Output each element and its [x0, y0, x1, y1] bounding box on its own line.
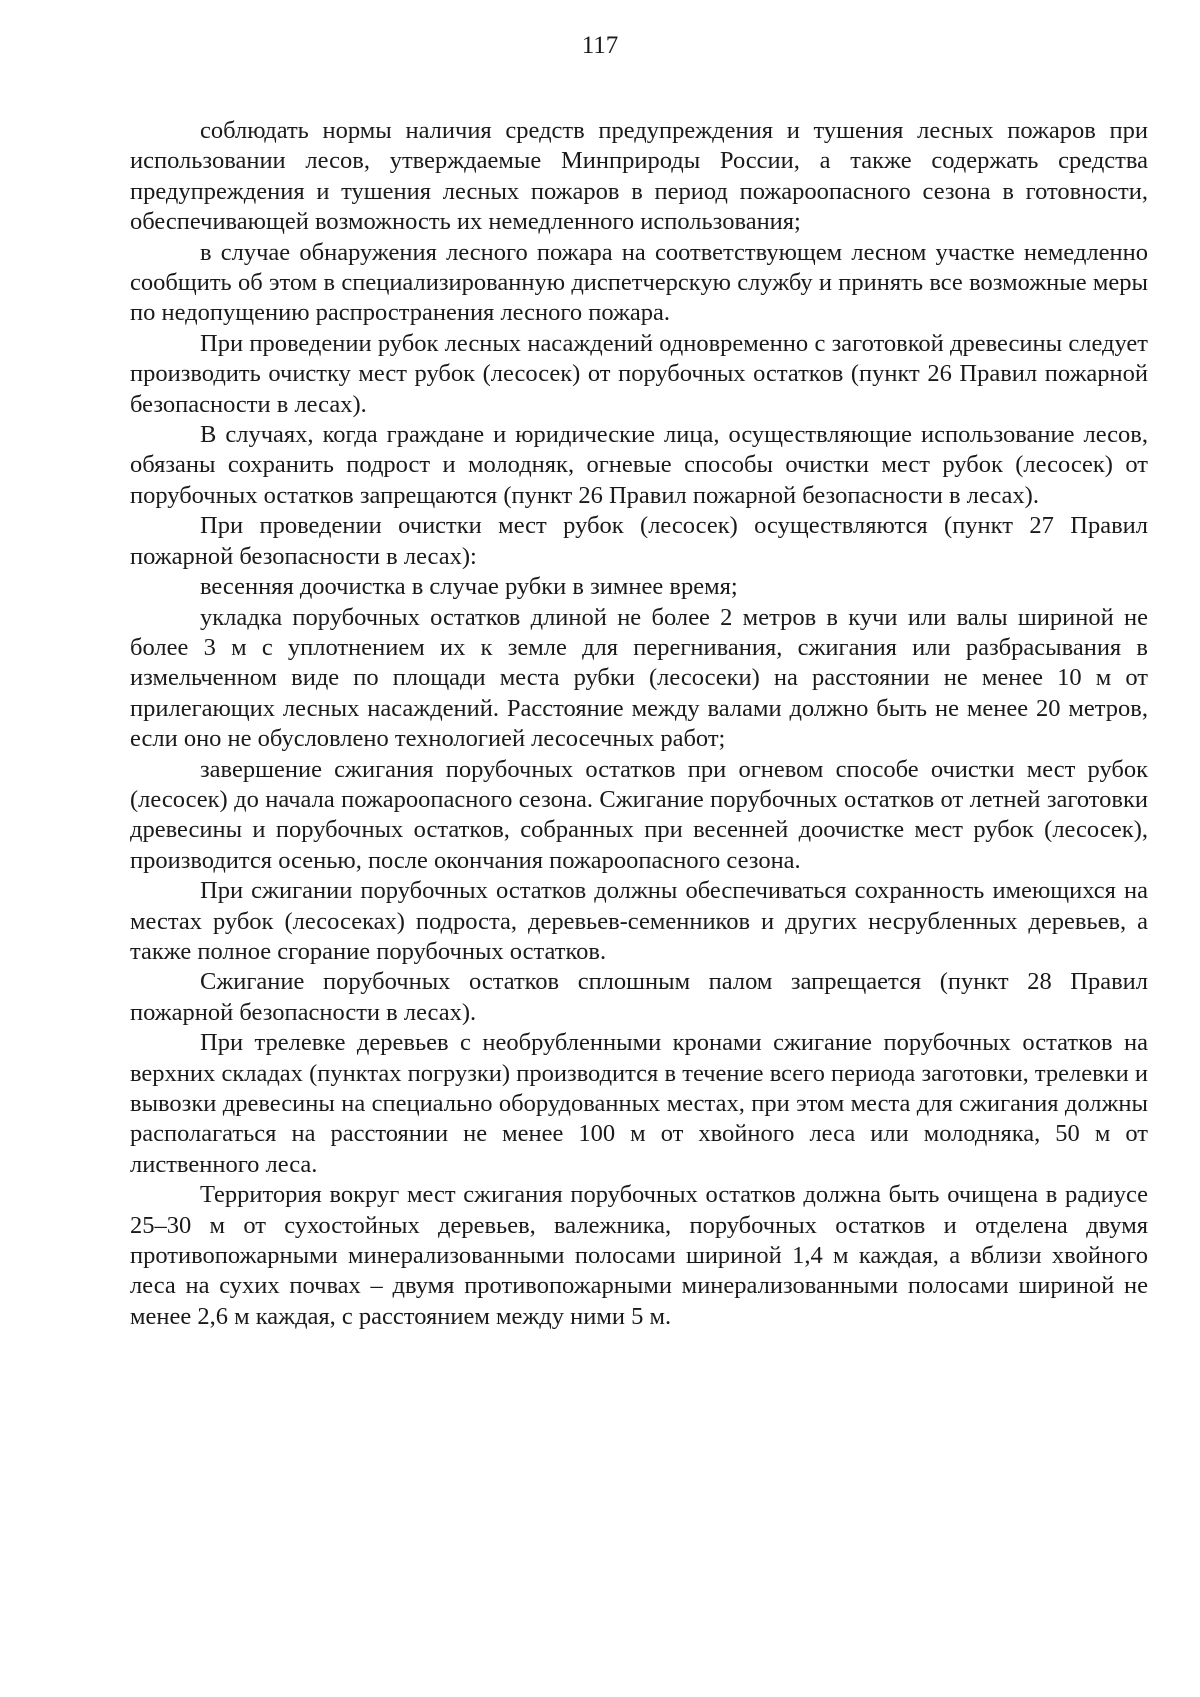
paragraph: При трелевке деревьев с необрубленными кронами сжигание порубочных остатков на верхних складах (пунктах погрузки) производится в течение всего периода заготовки, трелевки и вывозки древесины на специально оборудованных местах, при этом места для сжигания должны располагаться на расстоянии не менее 100 м от хвойного леса или молодняка, 50 м от лиственного леса. [130, 1029, 1148, 1178]
list-item: весенняя доочистка в случае рубки в зимнее время; [200, 573, 738, 601]
paragraph: При сжигании порубочных остатков должны обеспечиваться сохранность имеющихся на местах рубок (лесосеках) подроста, деревьев-семенников и других несрубленных деревьев, а также полное сгорание порубочных остатков. [130, 877, 1148, 965]
list-item: завершение сжигания порубочных остатков при огневом способе очистки мест рубок (лесосек) до начала пожароопасного сезона. Сжигание порубочных остатков от летней заготовки древесины и порубочных остатков, собранных при весенней доочистке мест рубок (лесосек), производится осенью, после окончания пожароопасного сезона. [130, 755, 1148, 874]
paragraph: При проведении очистки мест рубок (лесосек) осуществляются (пункт 27 Правил пожарной безопасности в лесах): [130, 512, 1148, 570]
paragraph: в случае обнаружения лесного пожара на соответствующем лесном участке немедленно сообщить об этом в специализированную диспетчерскую службу и принять все возможные меры по недопущению распространения лесного пожара. [130, 238, 1148, 327]
page-number: 117 [581, 32, 619, 59]
paragraph: Сжигание порубочных остатков сплошным палом запрещается (пункт 28 Правил пожарной безопасности в лесах). [130, 968, 1148, 1026]
paragraph: В случаях, когда граждане и юридические лица, осуществляющие использование лесов, обязаны сохранить подрост и молодняк, огневые способы очистки мест рубок (лесосек) от порубочных остатков запрещаются (пункт 26 Правил пожарной безопасности в лесах). [130, 421, 1148, 509]
list-item: укладка порубочных остатков длиной не более 2 метров в кучи или валы шириной не более 3 м с уплотнением их к земле для перегнивания, сжигания или разбрасывания в измельченном виде по площади места рубки (лесосеки) на расстоянии не менее 10 м от прилегающих лесных насаждений. Расстояние между валами должно быть не менее 20 метров, если оно не обусловлено технологией лесосечных работ; [130, 603, 1148, 753]
paragraph: При проведении рубок лесных насаждений одновременно с заготовкой древесины следует производить очистку мест рубок (лесосек) от порубочных остатков (пункт 26 Правил пожарной безопасности в лесах). [130, 329, 1148, 418]
document-body [130, 116, 1148, 1332]
paragraph: соблюдать нормы наличия средств предупреждения и тушения лесных пожаров при использовании лесов, утверждаемые Минприроды России, а также содержать средства предупреждения и тушения лесных пожаров в период пожароопасного сезона в готовности, обеспечивающей возможность их немедленного использования; [130, 117, 1148, 236]
paragraph: Территория вокруг мест сжигания порубочных остатков должна быть очищена в радиусе 25–30 м от сухостойных деревьев, валежника, порубочных остатков и отделена двумя противопожарными минерализованными полосами шириной 1,4 м каждая, а вблизи хвойного леса на сухих почвах – двумя противопожарными минерализованными полосами шириной не менее 2,6 м каждая, с расстоянием между ними 5 м. [130, 1181, 1148, 1330]
